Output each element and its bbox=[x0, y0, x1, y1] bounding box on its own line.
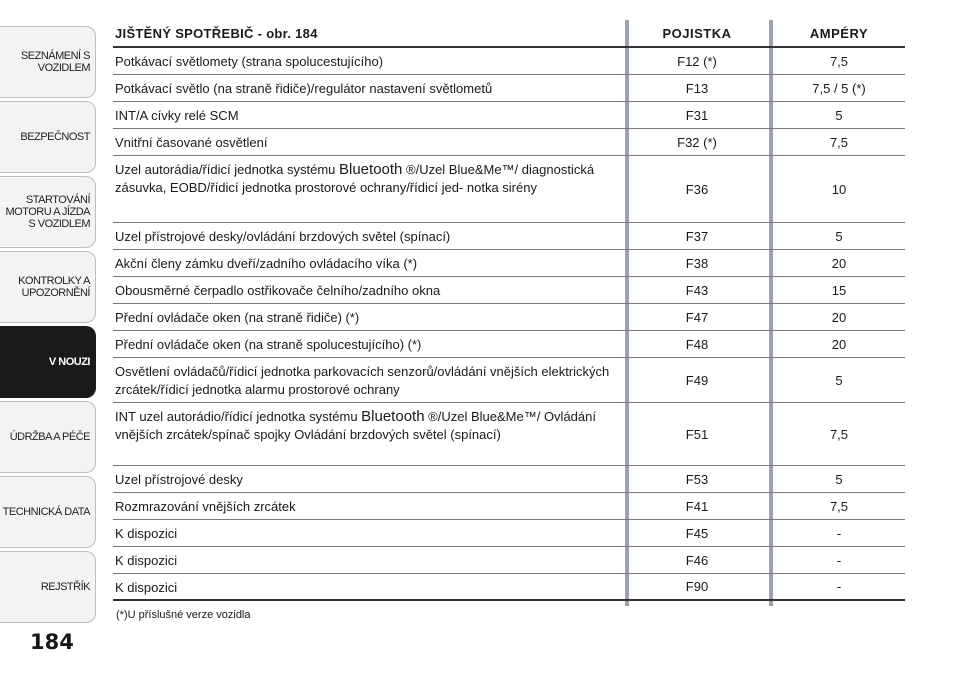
row-description: Přední ovládače oken (na straně spolucestujícího) (*) bbox=[115, 337, 422, 352]
table-row bbox=[113, 156, 905, 223]
table-row bbox=[113, 520, 905, 547]
desc-text: ®/Uzel Blue&Me™/ Ovládání vnějších zrcátek/spínač spojky Ovládání brzdových světel (spínací) bbox=[115, 409, 596, 442]
row-fuse: F53 bbox=[685, 471, 709, 487]
row-fuse: F12 (*) bbox=[677, 53, 717, 69]
row-amp: 7,5 bbox=[829, 498, 849, 514]
row-fuse: F38 bbox=[685, 255, 709, 271]
row-fuse: F46 bbox=[685, 552, 709, 568]
row-description: Akční členy zámku dveří/zadního ovládacího víka (*) bbox=[115, 256, 418, 271]
row-fuse: F90 bbox=[685, 579, 709, 594]
row-fuse: F32 (*) bbox=[677, 134, 717, 150]
row-amp: 5 bbox=[835, 372, 843, 388]
row-description: K dispozici bbox=[115, 526, 178, 541]
tab-startovani[interactable] bbox=[0, 176, 96, 248]
table-row bbox=[113, 75, 905, 102]
table-row bbox=[113, 48, 905, 75]
row-amp: 7,5 bbox=[829, 134, 849, 150]
row-description bbox=[115, 161, 615, 196]
tab-udrzba[interactable] bbox=[0, 401, 96, 473]
row-fuse: F36 bbox=[685, 181, 709, 197]
row-amp: - bbox=[836, 552, 842, 568]
row-fuse: F31 bbox=[685, 107, 709, 123]
row-amp: 7,5 bbox=[829, 53, 849, 69]
table-header bbox=[113, 20, 905, 48]
row-amp: 20 bbox=[831, 309, 847, 325]
table-row bbox=[113, 403, 905, 466]
table-row bbox=[113, 102, 905, 129]
row-description bbox=[115, 408, 615, 443]
footnote: (*)U příslušné verze vozidla bbox=[116, 609, 251, 621]
bluetooth-mark: Bluetooth bbox=[339, 161, 403, 178]
row-fuse: F41 bbox=[685, 498, 709, 514]
column-header-amp: AMPÉRY bbox=[809, 26, 869, 41]
tab-seznameni[interactable] bbox=[0, 26, 96, 98]
row-description: INT/A cívky relé SCM bbox=[115, 108, 239, 123]
row-amp: 5 bbox=[835, 107, 843, 123]
row-amp: - bbox=[836, 525, 842, 541]
row-description: K dispozici bbox=[115, 553, 178, 568]
row-description: Obousměrné čerpadlo ostřikovače čelního/zadního okna bbox=[115, 283, 441, 298]
tab-label: KONTROLKY A UPOZORNĚNÍ bbox=[18, 275, 90, 299]
row-fuse: F43 bbox=[685, 282, 709, 298]
row-amp: 7,5 bbox=[829, 426, 849, 442]
table-row bbox=[113, 223, 905, 250]
column-header-fuse: POJISTKA bbox=[662, 26, 732, 41]
row-fuse: F45 bbox=[685, 525, 709, 541]
tab-technicka-data[interactable] bbox=[0, 476, 96, 548]
tab-label: V NOUZI bbox=[48, 356, 90, 368]
row-amp: 10 bbox=[831, 181, 847, 197]
desc-text: INT uzel autorádio/řídicí jednotka systému bbox=[115, 409, 362, 424]
desc-text: ®/Uzel Blue&Me™/ diagnostická zásuvka, EOBD/řídicí jednotka prostorové ochrany/řídicí jed- notka sirény bbox=[115, 162, 595, 195]
row-amp: 7,5 / 5 (*) bbox=[812, 80, 866, 96]
row-description: Potkávací světlo (na straně řidiče)/regulátor nastavení světlometů bbox=[115, 81, 493, 96]
table-row bbox=[113, 466, 905, 493]
row-fuse: F47 bbox=[685, 309, 709, 325]
row-amp: 15 bbox=[831, 282, 847, 298]
row-description: Osvětlení ovládačů/řídicí jednotka parkovacích senzorů/ovládání vnějších elektrických zrcátek/řídicí jednotka alarmu prostorové ochrany bbox=[115, 364, 610, 397]
tab-label: STARTOVÁNÍ MOTORU A JÍZDA S VOZIDLEM bbox=[5, 194, 90, 230]
row-fuse: F49 bbox=[685, 372, 709, 388]
tab-v-nouzi[interactable] bbox=[0, 326, 96, 398]
row-fuse: F51 bbox=[685, 426, 709, 442]
tab-label: BEZPEČNOST bbox=[20, 131, 90, 143]
page-number: 184 bbox=[30, 630, 74, 654]
tab-kontrolky[interactable] bbox=[0, 251, 96, 323]
table-row bbox=[113, 574, 905, 601]
tab-rejstrik[interactable] bbox=[0, 551, 96, 623]
row-description: Potkávací světlomety (strana spolucestujícího) bbox=[115, 54, 384, 69]
fuse-table bbox=[113, 20, 905, 601]
row-description: Rozmrazování vnějších zrcátek bbox=[115, 499, 296, 514]
table-row bbox=[113, 277, 905, 304]
table-row bbox=[113, 493, 905, 520]
row-description: Vnitřní časované osvětlení bbox=[115, 135, 268, 150]
table-row bbox=[113, 304, 905, 331]
row-fuse: F37 bbox=[685, 228, 709, 244]
row-description: Uzel přístrojové desky/ovládání brzdových světel (spínací) bbox=[115, 229, 451, 244]
table-row bbox=[113, 358, 905, 403]
row-fuse: F48 bbox=[685, 336, 709, 352]
desc-text: Uzel autorádia/řídicí jednotka systému bbox=[115, 162, 339, 177]
table-row bbox=[113, 547, 905, 574]
tab-bezpecnost[interactable] bbox=[0, 101, 96, 173]
row-description: Uzel přístrojové desky bbox=[115, 472, 243, 487]
bluetooth-mark: Bluetooth bbox=[361, 408, 425, 425]
row-amp: 5 bbox=[835, 471, 843, 487]
row-fuse: F13 bbox=[685, 80, 709, 96]
row-amp: - bbox=[836, 579, 842, 594]
row-description: K dispozici bbox=[115, 580, 178, 595]
tab-label: SEZNÁMENÍ S VOZIDLEM bbox=[20, 50, 90, 74]
table-row bbox=[113, 250, 905, 277]
tab-label: REJSTŘÍK bbox=[40, 581, 90, 593]
row-description: Přední ovládače oken (na straně řidiče) (*) bbox=[115, 310, 360, 325]
tab-label: TECHNICKÁ DATA bbox=[2, 506, 90, 518]
table-row bbox=[113, 331, 905, 358]
tab-label: ÚDRŽBA A PÉČE bbox=[9, 431, 90, 443]
row-amp: 20 bbox=[831, 255, 847, 271]
table-title: JIŠTĚNÝ SPOTŘEBIČ - obr. 184 bbox=[115, 26, 318, 41]
row-amp: 20 bbox=[831, 336, 847, 352]
row-amp: 5 bbox=[835, 228, 843, 244]
table-row bbox=[113, 129, 905, 156]
